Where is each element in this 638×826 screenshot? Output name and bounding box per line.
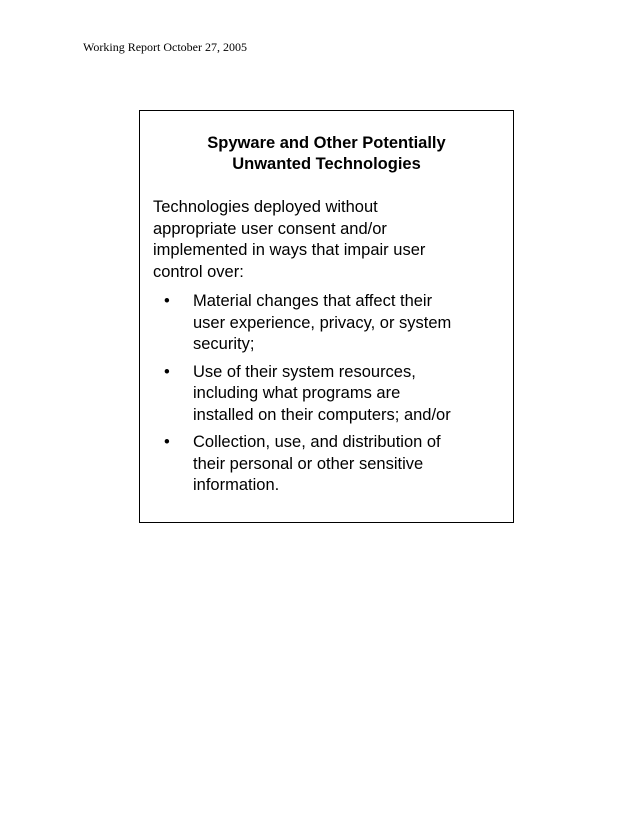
intro-line: Technologies deployed without (153, 198, 378, 216)
intro-paragraph (153, 197, 493, 283)
bullet-line: Use of their system resources, (193, 362, 416, 381)
intro-line: appropriate user consent and/or (153, 219, 387, 238)
bullet-item (153, 362, 503, 427)
bullet-text (193, 432, 503, 497)
bullet-line: user experience, privacy, or system (193, 313, 452, 332)
bullet-line: including what programs are (193, 384, 401, 402)
bullet-dot-icon: • (164, 433, 170, 451)
bullet-line: installed on their computers; and/or (193, 405, 451, 424)
running-header: Working Report October 27, 2005 (83, 40, 248, 54)
bullet-text (193, 291, 503, 356)
bullet-line: Collection, use, and distribution of (193, 433, 441, 451)
bullet-item (153, 291, 503, 356)
bullet-line: information. (193, 476, 280, 494)
bullet-line: security; (193, 335, 255, 353)
bullet-item (153, 432, 503, 497)
bullet-dot-icon: • (164, 362, 170, 381)
box-title-line: Unwanted Technologies (232, 155, 421, 173)
intro-line: control over: (153, 262, 244, 281)
intro-line: implemented in ways that impair user (153, 241, 426, 259)
box-title (140, 133, 513, 175)
bullet-line: Material changes that affect their (193, 292, 433, 310)
bullet-line: their personal or other sensitive (193, 454, 424, 473)
bullet-dot-icon: • (164, 292, 170, 310)
bullet-text (193, 362, 503, 427)
definition-box (139, 110, 514, 523)
box-title-line: Spyware and Other Potentially (207, 134, 446, 152)
bullet-list (153, 291, 503, 503)
